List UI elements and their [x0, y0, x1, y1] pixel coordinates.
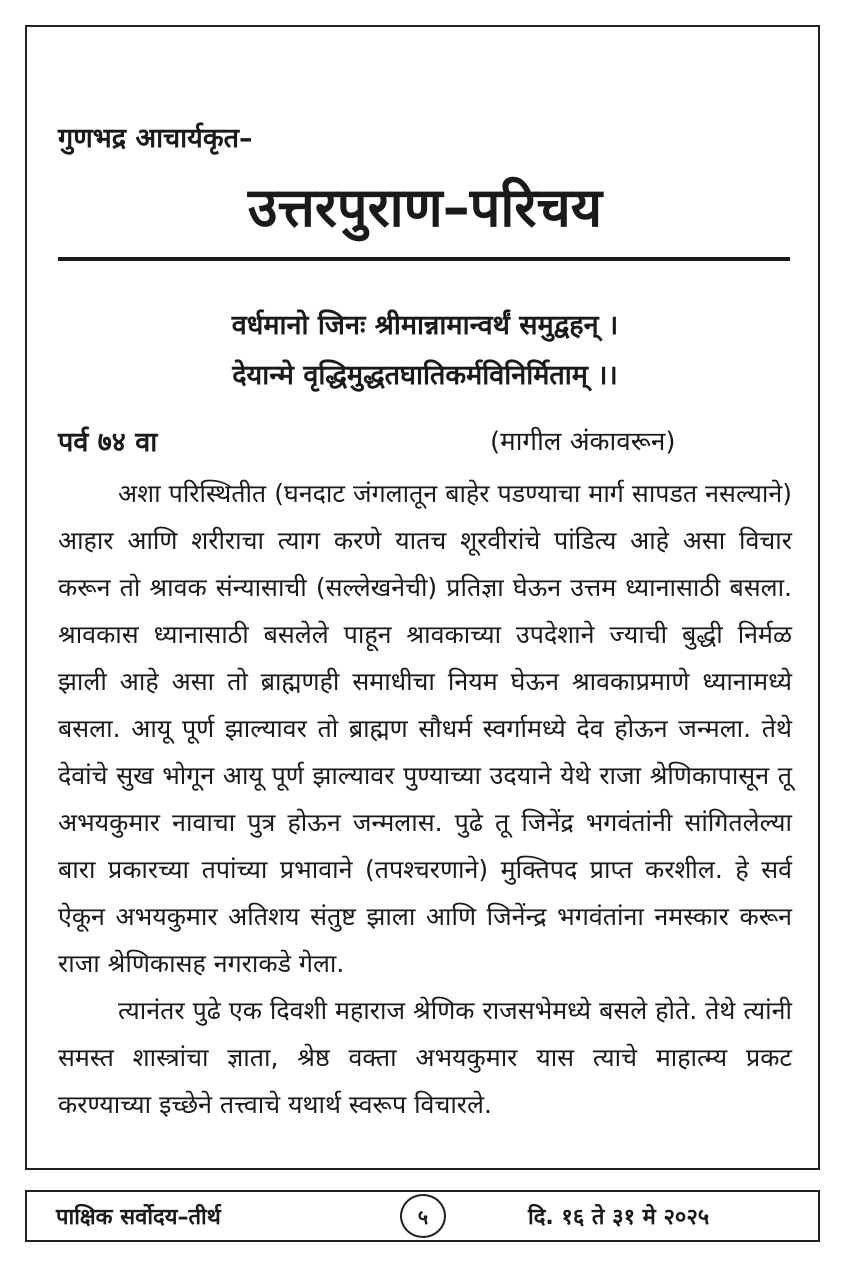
verse-line-1: वर्धमानो जिनः श्रीमान्नामान्वर्थं समुद्वहन् । — [231, 310, 619, 341]
issue-date: दि. १६ ते ३१ मे २०२५ — [528, 1205, 710, 1230]
article-body — [58, 470, 792, 1128]
title-divider — [58, 257, 790, 261]
paragraph: अशा परिस्थितीत (घनदाट जंगलातून बाहेर पडण्याचा मार्ग सापडत नसल्याने) आहार आणि शरीराचा त्याग करणे यातच शूरवीरांचे पांडित्य आहे असा विचार करून तो श्रावक संन्यासाची (सल्लेखनेची) प्रतिज्ञा घेऊन उत्तम ध्यानासाठी बसला. श्रावकास ध्यानासाठी बसलेले पाहून श्रावकाच्या उपदेशाने ज्याची बुद्धी निर्मळ झाली आहे असा तो ब्राह्मणही समाधीचा नियम घेऊन श्रावकाप्रमाणे ध्यानामध्ये बसला. आयू पूर्ण झाल्यावर तो ब्राह्मण सौधर्म स्वर्गामध्ये देव होऊन जन्मला. तेथे देवांचे सुख भोगून आयू पूर्ण झाल्यावर पुण्याच्या उदयाने येथे राजा श्रेणिकापासून तू अभयकुमार नावाचा पुत्र होऊन जन्मलास. पुढे तू जिनेंद्र भगवंतांनी सांगितलेल्या बारा प्रकारच्या तपांच्या प्रभावाने (तपश्चरणाने) मुक्तिपद प्राप्त करशील. हे सर्व ऐकून अभयकुमार अतिशय संतुष्ट झाला आणि जिनेंन्द्र भगवंतांना नमस्कार करून राजा श्रेणिकासह नगराकडे गेला. — [58, 479, 792, 978]
publication-name: पाक्षिक सर्वोदय–तीर्थ — [56, 1205, 221, 1230]
section-heading: पर्व ७४ वा — [58, 427, 158, 458]
page-title: उत्तरपुराण–परिचय — [247, 176, 603, 239]
paragraph: त्यानंतर पुढे एक दिवशी महाराज श्रेणिक राजसभेमध्ये बसले होते. तेथे त्यांनी समस्त शास्त्रांचा ज्ञाता, श्रेष्ठ वक्ता अभयकुमार यास त्याचे माहात्म्य प्रकट करण्याच्या इच्छेने तत्त्वाचे यथार्थ स्वरूप विचारले. — [58, 996, 792, 1119]
author-line: गुणभद्र आचार्यकृत– — [58, 123, 253, 154]
continued-note: (मागील अंकावरून) — [490, 427, 676, 457]
verse-line-2: देयान्मे वृद्धिमुद्धतघातिकर्मविनिर्मिताम् ।। — [232, 360, 618, 391]
page-number: ५ — [417, 1204, 429, 1229]
page-number-badge — [400, 1194, 446, 1238]
